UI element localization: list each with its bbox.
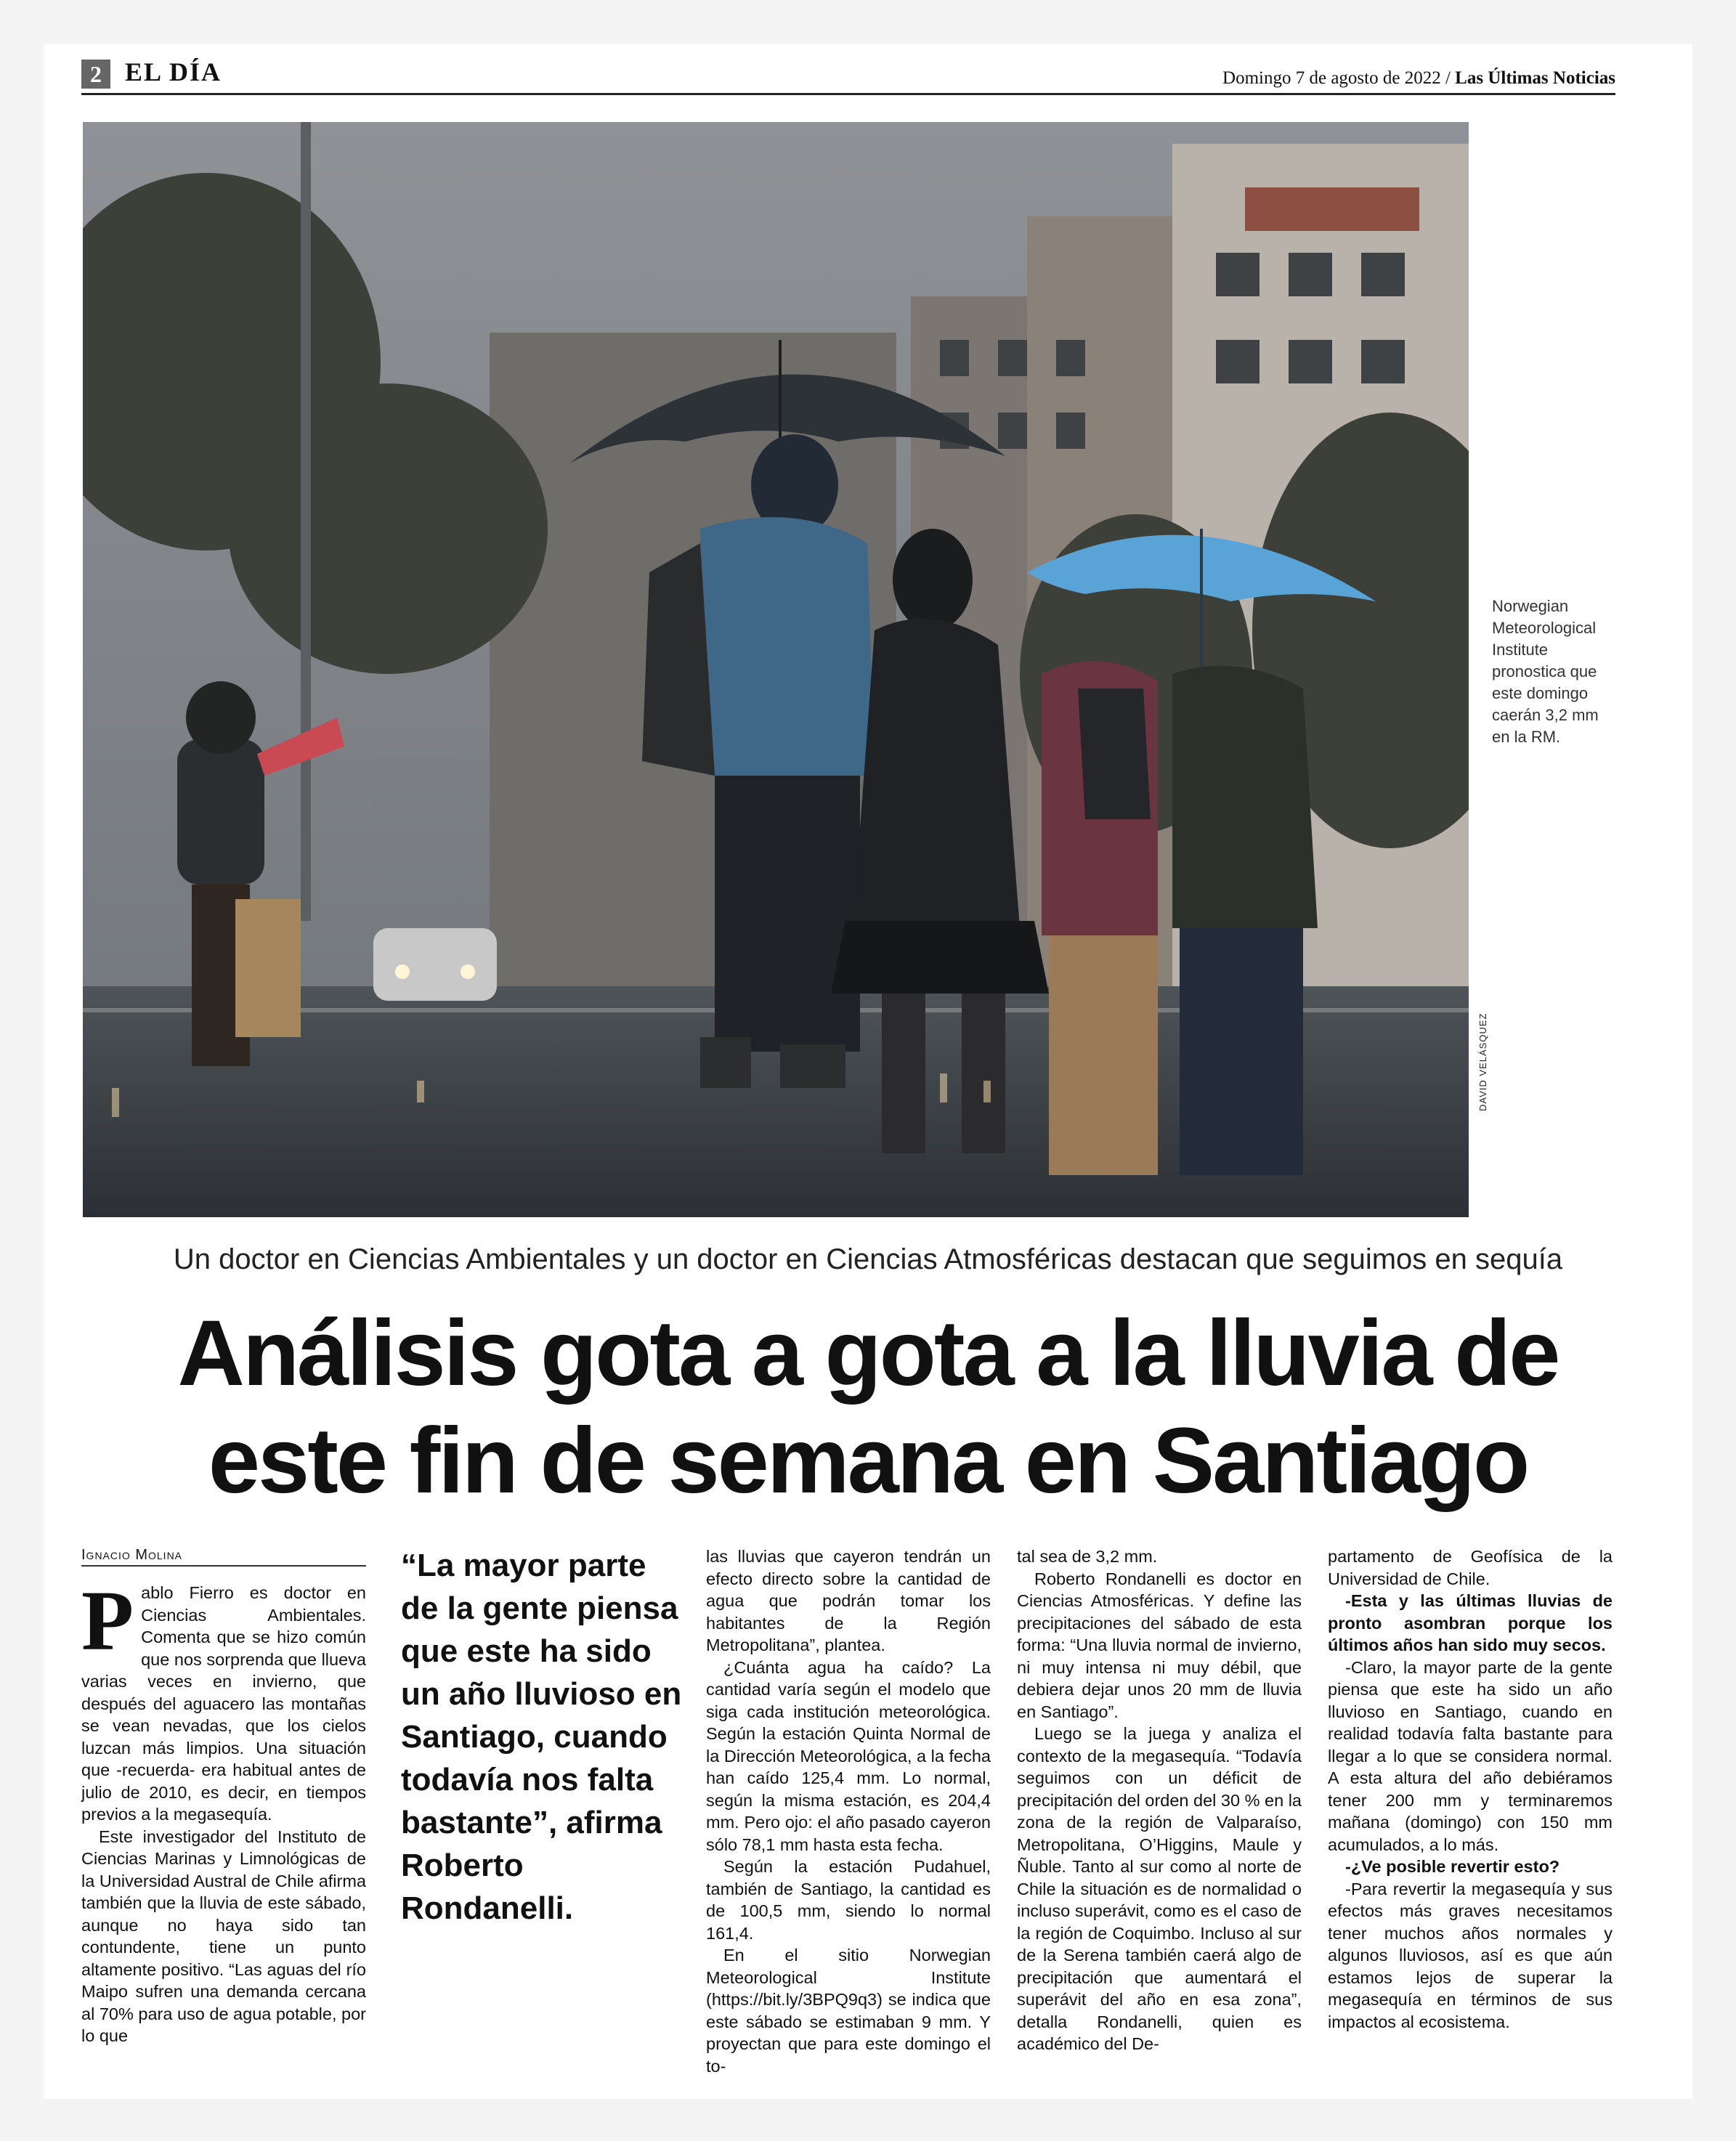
newspaper-name: Las Últimas Noticias xyxy=(1455,68,1615,88)
drop-cap: P xyxy=(81,1573,134,1668)
interview-question: -¿Ve posible revertir esto? xyxy=(1345,1857,1560,1876)
paragraph: las lluvias que cayeron tendrán un efecto directo sobre la cantidad de agua que podrán tomar los habitantes de la Región Metropolitana”, plantea. xyxy=(706,1547,991,1654)
paragraph: Roberto Rondanelli es doctor en Ciencias Atmosféricas. Y define las precipitaciones del sábado de esta forma: “Una lluvia normal de invierno, ni muy intensa ni muy débil, que debiera dejar unos 20 mm de lluvia en Santiago”. xyxy=(1017,1569,1302,1721)
paragraph: Según la estación Pudahuel, también de Santiago, la cantidad es de 100,5 mm, siendo lo normal 161,4. xyxy=(706,1857,991,1943)
main-photo xyxy=(83,122,1469,1217)
paragraph: ¿Cuánta agua ha caído? La cantidad varía según el modelo que siga cada institución meteorológica. Según la estación Quinta Normal de la Dirección Meteorológica, a la fecha han caído 125,4 mm. Lo normal, según la misma estación, es 204,4 mm. Pero ojo: el año pasado cayeron sólo 78,1 mm hasta esta fecha. xyxy=(706,1657,991,1854)
paragraph: En el sitio Norwegian Meteorological Institute (https://bit.ly/3BPQ9q3) se indica que este sábado se estimaban 9 mm. Y proyectan que para este domingo el to- xyxy=(706,1946,991,2076)
interview-question: -Esta y las últimas lluvias de pronto asombran porque los últimos años han sido muy secos. xyxy=(1328,1591,1613,1654)
paragraph: partamento de Geofísica de la Universidad de Chile. xyxy=(1328,1547,1613,1588)
header-dateline xyxy=(1222,68,1615,89)
photo-caption: Norwegian Meteorological Institute pronostica que este domingo caerán 3,2 mm en la RM. xyxy=(1492,597,1599,746)
pull-quote: “La mayor parte de la gente piensa que este ha sido un año lluvioso en Santiago, cuando todavía nos falta bastante”, afirma Roberto Rondanelli. xyxy=(401,1548,682,1926)
photo-credit: DAVID VELÁSQUEZ xyxy=(1477,1012,1488,1111)
issue-date: Domingo 7 de agosto de 2022 xyxy=(1222,68,1441,88)
paragraph: tal sea de 3,2 mm. xyxy=(1017,1547,1158,1566)
article-column-5 xyxy=(1328,1545,1613,2033)
section-title: EL DÍA xyxy=(125,57,222,86)
author-byline: Ignacio Molina xyxy=(81,1547,366,1567)
page-header xyxy=(81,52,1615,95)
paragraph: Luego se la juega y analiza el contexto de la megasequía. “Todavía seguimos con un déficit de precipitación del orden del 30 % en la zona de la región de Valparaíso, Metropolitana, O’Higgins, Maule y Ñuble. Tanto al sur como al norte de Chile la situación es de normalidad o incluso superávit, como es el caso de la región de Coquimbo. Incluso al sur de la Serena también caerá algo de precipitación que aumentará el superávit del año en esa zona”, detalla Rondanelli, quien es académico del De- xyxy=(1017,1724,1302,2053)
article-headline xyxy=(44,1300,1692,1515)
article-kicker: Un doctor en Ciencias Ambientales y un doctor en Ciencias Atmosféricas destacan que seguimos en sequía xyxy=(173,1243,1563,1275)
rainy-street-illustration xyxy=(83,122,1469,1217)
newspaper-page xyxy=(44,44,1692,2099)
article-column-3 xyxy=(706,1545,991,2077)
article-column-1 xyxy=(81,1573,366,2047)
headline-line-1: Análisis gota a gota a la lluvia de xyxy=(177,1301,1559,1405)
article-column-4 xyxy=(1017,1545,1302,2055)
header-separator: / xyxy=(1440,68,1456,88)
headline-line-2: este fin de semana en Santiago xyxy=(208,1409,1528,1513)
interview-answer: -Claro, la mayor parte de la gente piensa que este ha sido un año lluvioso en Santiago, cuando en realidad todavía falta bastante para llegar a lo que se considera normal. A esta altura del año debiéramos tener 200 mm y terminaremos mañana (domingo) con 150 mm acumulados, a lo más. xyxy=(1328,1657,1613,1854)
paragraph: Este investigador del Instituto de Ciencias Marinas y Limnológicas de la Universidad Austral de Chile afirma también que la lluvia de este sábado, aunque no haya sido tan contundente, tiene un punto altamente positivo. “Las aguas del río Maipo sufren una demanda cercana al 70% para uso de agua potable, por lo que xyxy=(81,1827,366,2045)
paragraph: ablo Fierro es doctor en Ciencias Ambientales. Comenta que se hizo común que nos sorprenda que llueva varias veces en invierno, que después del aguacero las montañas se vean nevadas, que los cielos luzcan más limpios. Una situación que -recuerda- era habitual antes de julio de 2010, es decir, en tiempos previos a la megasequía. xyxy=(81,1583,366,1824)
page-number: 2 xyxy=(81,60,110,89)
interview-answer: -Para revertir la megasequía y sus efectos más graves necesitamos tener muchos años normales y algunos lluviosos, así es que aún estamos lejos de superar la megasequía en términos de sus impactos al ecosistema. xyxy=(1328,1879,1613,2031)
